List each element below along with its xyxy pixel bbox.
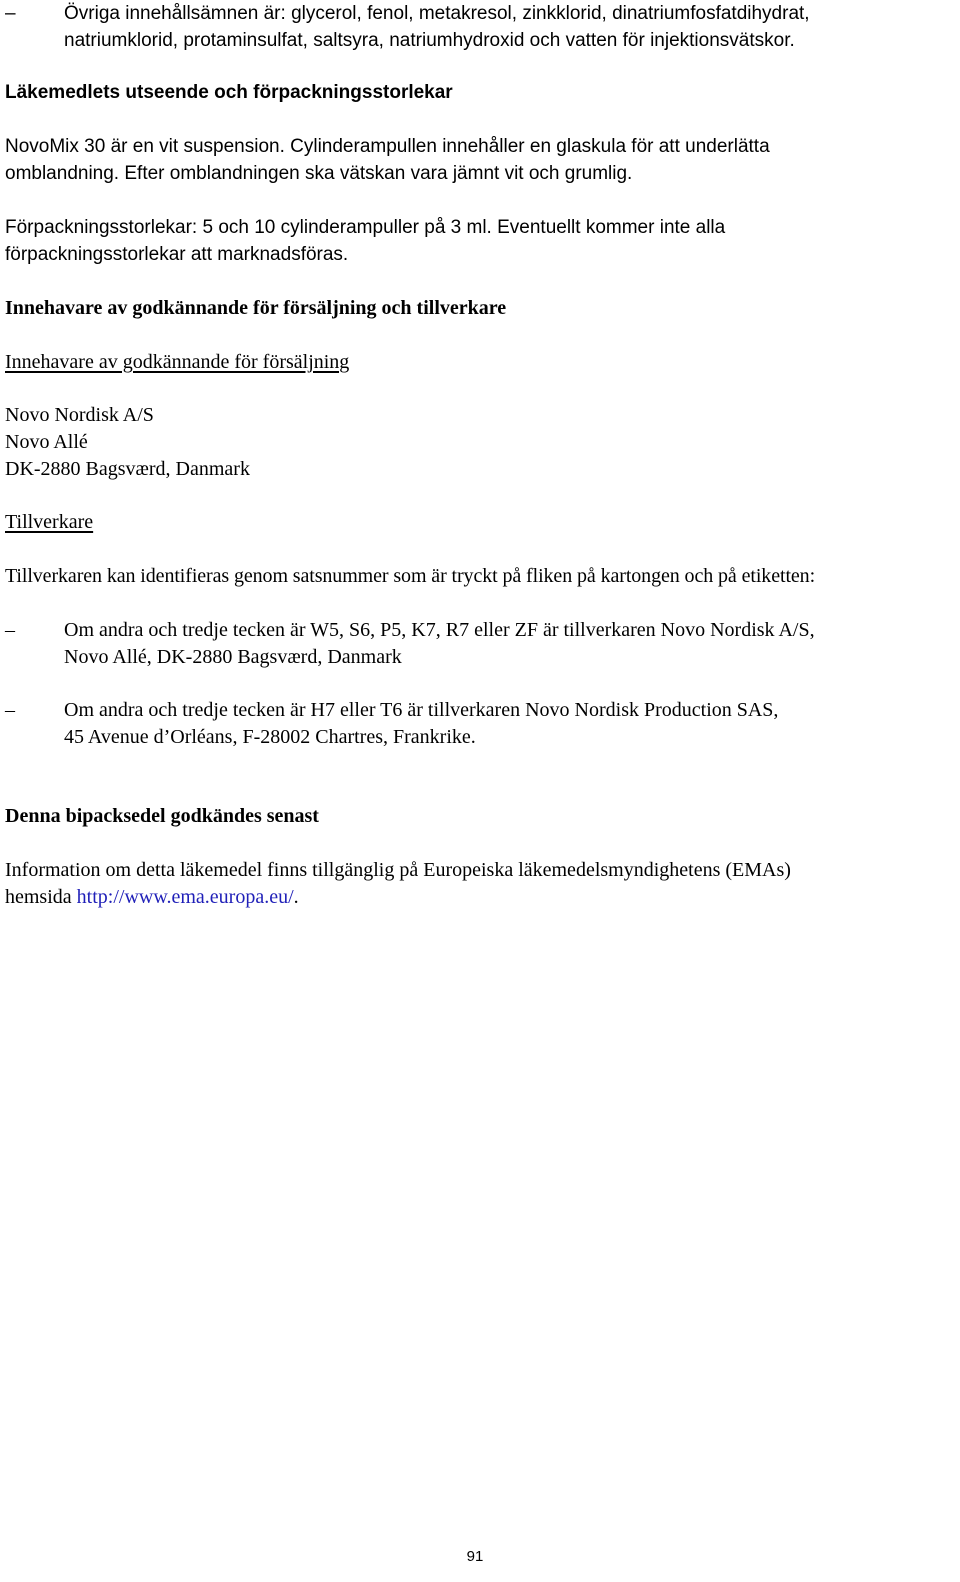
manufacturer-intro (5, 563, 960, 590)
manufacturer-bullet-1-line-1: Om andra och tredje tecken är W5, S6, P5, K7, R7 eller ZF är tillverkaren Novo Nordisk A/S, (64, 619, 815, 641)
address-line-2: Novo Allé (5, 431, 88, 453)
appearance-paragraph-1 (5, 133, 956, 187)
manufacturer-intro-text: Tillverkaren kan identifieras genom satsnummer som är tryckt på fliken på kartongen och på etiketten: (5, 565, 816, 587)
appearance-para2-line-1: Förpackningsstorlekar: 5 och 10 cylinderampuller på 3 ml. Eventuellt kommer inte alla (5, 217, 726, 238)
ema-website-link[interactable]: http://www.ema.europa.eu/ (76, 886, 294, 908)
holder-heading: Innehavare av godkännande för försäljning och tillverkare (5, 297, 507, 319)
ingredients-line-2: natriumklorid, protaminsulfat, saltsyra, natriumhydroxid och vatten för injektionsvätskor. (64, 30, 795, 51)
address-line-1: Novo Nordisk A/S (5, 404, 154, 426)
approval-info-line-2 (5, 884, 956, 911)
page-number: 91 (466, 1548, 484, 1565)
manufacturer-subheading-text: Tillverkare (5, 511, 94, 533)
approval-line2-suffix: . (293, 886, 299, 908)
approval-heading: Denna bipacksedel godkändes senast (5, 805, 319, 827)
appearance-para2-line-2: förpackningsstorlekar att marknadsföras. (5, 244, 349, 265)
address-line-3: DK-2880 Bagsværd, Danmark (5, 458, 250, 480)
bullet-dash: – (5, 699, 15, 721)
holder-subheading (5, 349, 956, 376)
appearance-paragraph-2 (5, 214, 956, 268)
manufacturer-bullet-2-line-1: Om andra och tredje tecken är H7 eller T6 är tillverkaren Novo Nordisk Production SAS, (64, 699, 779, 721)
bullet-dash: – (5, 3, 16, 24)
ingredients-line-1: Övriga innehållsämnen är: glycerol, fenol, metakresol, zinkklorid, dinatriumfosfatdihydrat, (64, 3, 810, 24)
holder-subheading-text: Innehavare av godkännande för försäljning (5, 351, 350, 373)
holder-address (5, 402, 956, 483)
approval-info (5, 857, 956, 911)
approval-line2-prefix: hemsida (5, 886, 77, 908)
approval-info-line-1: Information om detta läkemedel finns tillgänglig på Europeiska läkemedelsmyndighetens (EMAs) (5, 859, 791, 881)
manufacturer-bullet-2-line-2: 45 Avenue d’Orléans, F-28002 Chartres, Frankrike. (64, 726, 476, 748)
manufacturer-subheading (5, 509, 956, 536)
manufacturer-bullet-1-line-2: Novo Allé, DK-2880 Bagsværd, Danmark (64, 646, 402, 668)
bullet-dash: – (5, 619, 15, 641)
appearance-heading: Läkemedlets utseende och förpackningsstorlekar (5, 82, 453, 103)
appearance-para1-line-2: omblandning. Efter omblandningen ska vätskan vara jämnt vit och grumlig. (5, 163, 633, 184)
appearance-para1-line-1: NovoMix 30 är en vit suspension. Cylinderampullen innehåller en glaskula för att underlätta (5, 136, 770, 157)
